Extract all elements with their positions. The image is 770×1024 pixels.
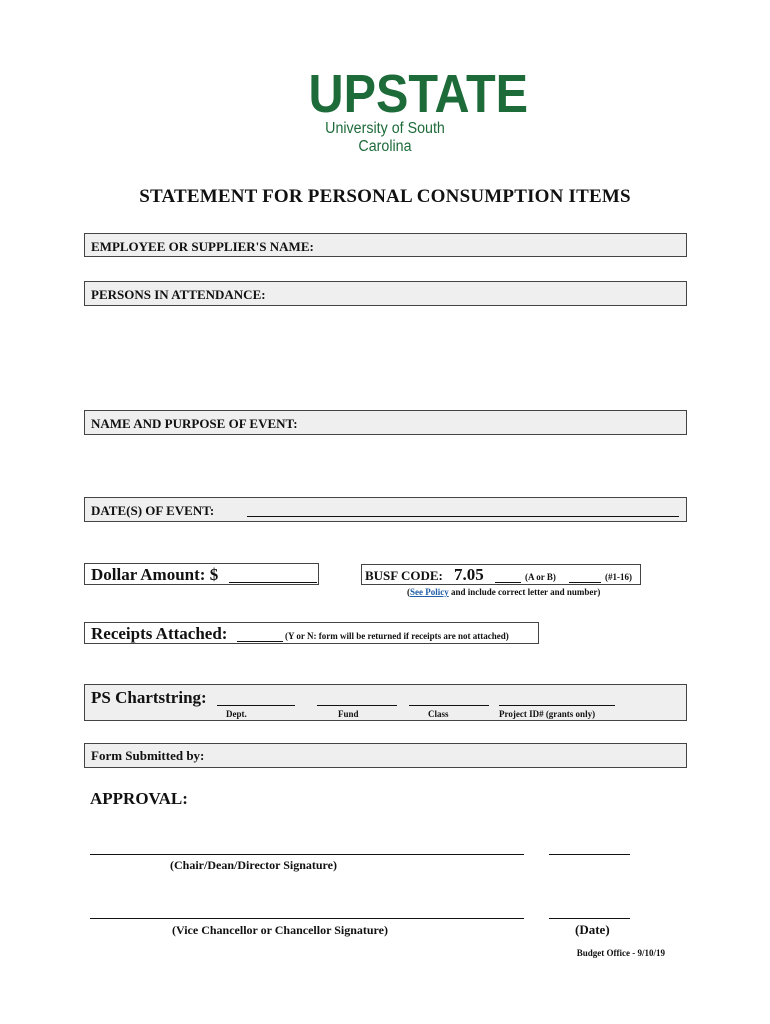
see-policy-link[interactable]: See Policy — [410, 587, 449, 597]
busf-code-field[interactable] — [361, 564, 641, 585]
logo-wordmark: UPSTATE — [308, 64, 529, 124]
form-submitted-field[interactable] — [84, 743, 687, 768]
sig1-line[interactable] — [90, 854, 524, 855]
busf-range: (#1-16) — [605, 572, 632, 582]
busf-note-suffix: and include correct letter and number) — [448, 587, 601, 597]
sig1-label: (Chair/Dean/Director Signature) — [170, 858, 337, 872]
chartstring-dept-label: Dept. — [226, 709, 247, 719]
receipts-note: (Y or N: form will be returned if receipts are not attached) — [285, 631, 509, 641]
busf-a-or-b: (A or B) — [525, 572, 556, 582]
upstate-logo — [300, 64, 529, 156]
approval-heading: APPROVAL: — [90, 789, 188, 808]
chartstring-fund-label: Fund — [338, 709, 359, 719]
chartstring-dept-line — [217, 705, 295, 706]
chartstring-label: PS Chartstring: — [91, 688, 207, 707]
sig1-date-line[interactable] — [549, 854, 630, 855]
persons-attendance-label: PERSONS IN ATTENDANCE: — [91, 287, 266, 302]
dollar-amount-line — [229, 582, 317, 583]
event-dates-label: DATE(S) OF EVENT: — [91, 503, 215, 518]
busf-note — [407, 587, 600, 597]
event-purpose-field[interactable] — [84, 410, 687, 435]
form-submitted-label: Form Submitted by: — [91, 748, 205, 763]
sig2-label: (Vice Chancellor or Chancellor Signature) — [172, 923, 388, 937]
chartstring-class-line — [409, 705, 489, 706]
busf-note-prefix: ( — [407, 587, 410, 597]
chartstring-class-label: Class — [428, 709, 449, 719]
busf-letter-line — [495, 582, 521, 583]
footer-budget-office: Budget Office - 9/10/19 — [576, 948, 665, 958]
chartstring-project-label: Project ID# (grants only) — [499, 709, 596, 719]
employee-name-field[interactable] — [84, 233, 687, 257]
logo-subtitle: University of South Carolina — [325, 120, 445, 155]
dollar-amount-field[interactable] — [84, 563, 319, 585]
busf-code-value: 7.05 — [454, 565, 484, 584]
date-label: (Date) — [575, 922, 610, 937]
busf-code-label: BUSF CODE: — [365, 568, 443, 583]
employee-name-label: EMPLOYEE OR SUPPLIER'S NAME: — [91, 239, 314, 254]
sig2-line[interactable] — [90, 918, 524, 919]
receipts-attached-label: Receipts Attached: — [91, 624, 228, 643]
persons-attendance-field[interactable] — [84, 281, 687, 306]
sig2-date-line[interactable] — [549, 918, 630, 919]
dollar-amount-label: Dollar Amount: $ — [91, 565, 219, 584]
event-dates-line — [247, 516, 679, 517]
chartstring-project-line — [499, 705, 615, 706]
receipts-attached-field[interactable] — [84, 622, 539, 644]
chartstring-field[interactable] — [84, 684, 687, 721]
busf-number-line — [569, 582, 601, 583]
event-purpose-label: NAME AND PURPOSE OF EVENT: — [91, 416, 298, 431]
chartstring-fund-line — [317, 705, 397, 706]
page-title: STATEMENT FOR PERSONAL CONSUMPTION ITEMS — [139, 186, 631, 207]
event-dates-field[interactable] — [84, 497, 687, 522]
receipts-line — [237, 641, 283, 642]
